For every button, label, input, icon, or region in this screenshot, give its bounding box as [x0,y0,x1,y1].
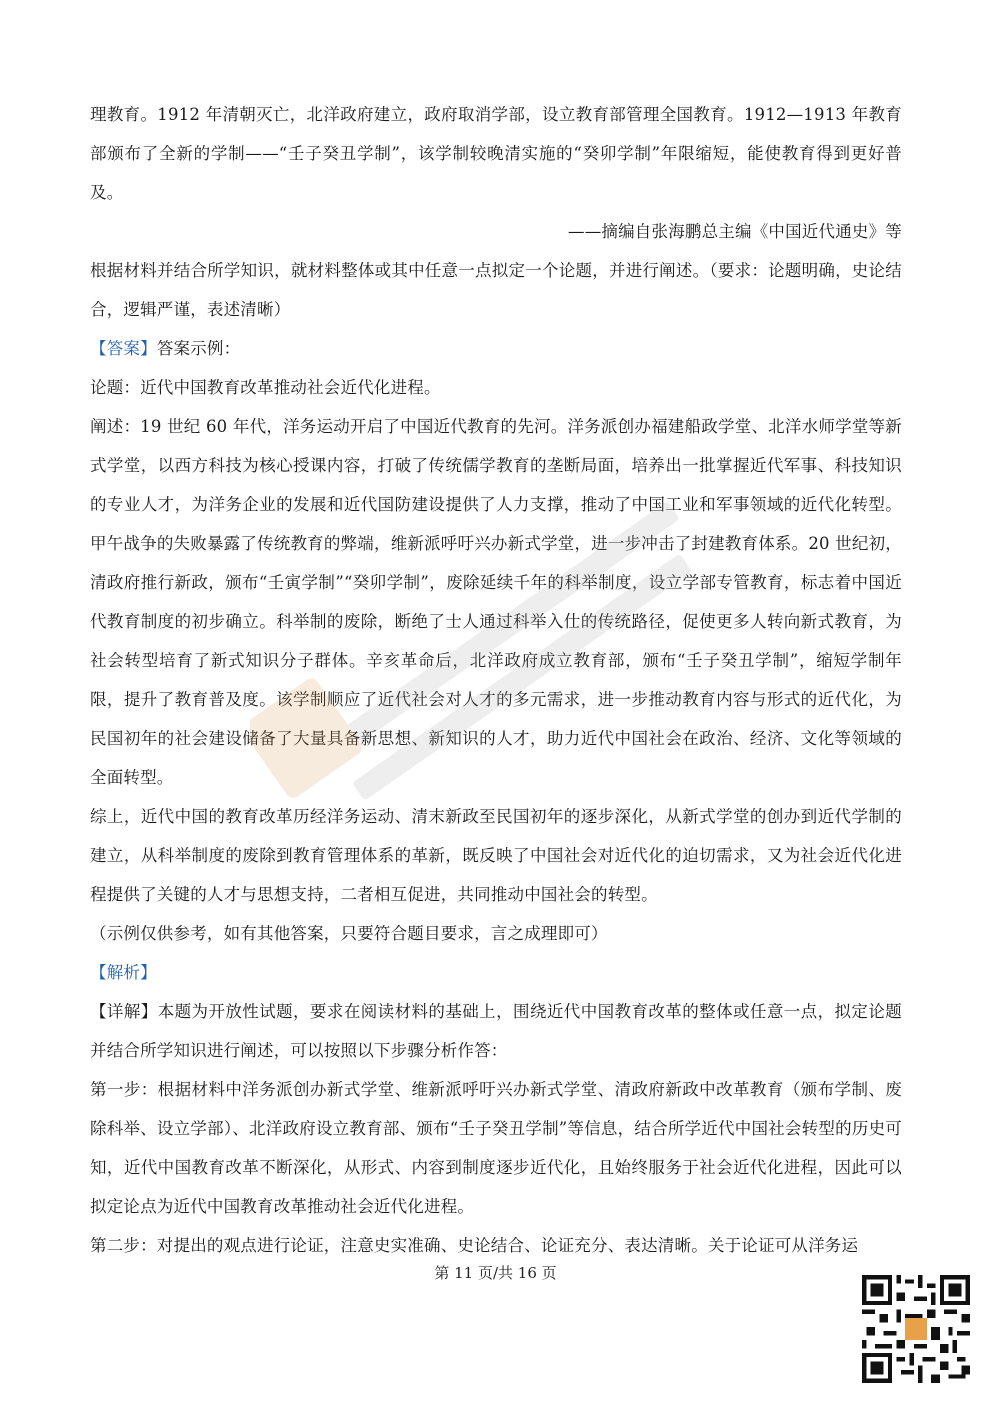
answer-tag: 【答案】 [90,339,157,358]
analysis-step2: 第二步：对提出的观点进行论证，注意史实准确、史论结合、论证充分、表达清晰。关于论证可从洋务运 [90,1236,859,1255]
analysis-tag: 【解析】 [90,963,157,982]
answer-header [90,329,902,368]
detail-text: 本题为开放性试题，要求在阅读材料的基础上，围绕近代中国教育改革的整体或任意一点，拟定论题并结合所学知识进行阐述，可以按照以下步骤分析作答： [90,1002,902,1060]
page-footer: 第 11 页/共 16 页 [434,1264,557,1282]
answer-conclusion: 综上，近代中国的教育改革历经洋务运动、清末新政至民国初年的逐步深化，从新式学堂的创办到近代学制的建立，从科举制度的废除到教育管理体系的革新，既反映了中国社会对近代化的迫切需求，又为社会近代化进程提供了关键的人才与思想支持，二者相互促进，共同推动中国社会的转型。 [90,807,902,904]
material-source: ——摘编自张海鹏总主编《中国近代通史》等 [568,222,902,241]
answer-note: （示例仅供参考，如有其他答案，只要符合题目要求，言之成理即可） [90,924,608,943]
qr-code-icon[interactable] [862,1275,970,1383]
analysis-header [90,953,902,992]
detail-tag: 【详解】 [90,1002,158,1021]
answer-body: 阐述：19 世纪 60 年代，洋务运动开启了中国近代教育的先河。洋务派创办福建船政学堂、北洋水师学堂等新式学堂，以西方科技为核心授课内容，打破了传统儒学教育的垄断局面，培养出一批掌握近代军事、科技知识的专业人才，为洋务企业的发展和近代国防建设提供了人力支撑，推动了中国工业和军事领域的近代化转型。甲午战争的失败暴露了传统教育的弊端，维新派呼吁兴办新式学堂，进一步冲击了封建教育体系。20 世纪初，清政府推行新政，颁布“壬寅学制”“癸卯学制”，废除延续千年的科举制度，设立学部专管教育，标志着中国近代教育制度的初步确立。科举制的废除，断绝了士人通过科举入仕的传统路径，促使更多人转向新式教育，为社会转型培育了新式知识分子群体。辛亥革命后，北洋政府成立教育部，颁布“壬子癸丑学制”，缩短学制年限，提升了教育普及度。该学制顺应了近代社会对人才的多元需求，进一步推动教育内容与形式的近代化，为民国初年的社会建设储备了大量具备新思想、新知识的人才，助力近代中国社会在政治、经济、文化等领域的全面转型。 [90,417,902,787]
material-text: 理教育。1912 年清朝灭亡，北洋政府建立，政府取消学部，设立教育部管理全国教育。1912—1913 年教育部颁布了全新的学制——“壬子癸丑学制”，该学制较晚清实施的“癸卯学制”年限缩短，能使教育得到更好普及。 [90,105,902,202]
answer-thesis: 论题：近代中国教育改革推动社会近代化进程。 [90,378,441,397]
analysis-detail [90,992,902,1070]
answer-intro: 答案示例： [156,339,241,358]
document-body [90,95,902,1265]
question-text: 根据材料并结合所学知识，就材料整体或其中任意一点拟定一个论题，并进行阐述。（要求：论题明确，史论结合，逻辑严谨，表述清晰） [90,261,902,319]
analysis-step1: 第一步：根据材料中洋务派创办新式学堂、维新派呼吁兴办新式学堂、清政府新政中改革教育（颁布学制、废除科举、设立学部）、北洋政府设立教育部、颁布“壬子癸丑学制”等信息，结合所学近代中国社会转型的历史可知，近代中国教育改革不断深化，从形式、内容到制度逐步近代化，且始终服务于社会近代化进程，因此可以拟定论点为近代中国教育改革推动社会近代化进程。 [90,1080,902,1216]
